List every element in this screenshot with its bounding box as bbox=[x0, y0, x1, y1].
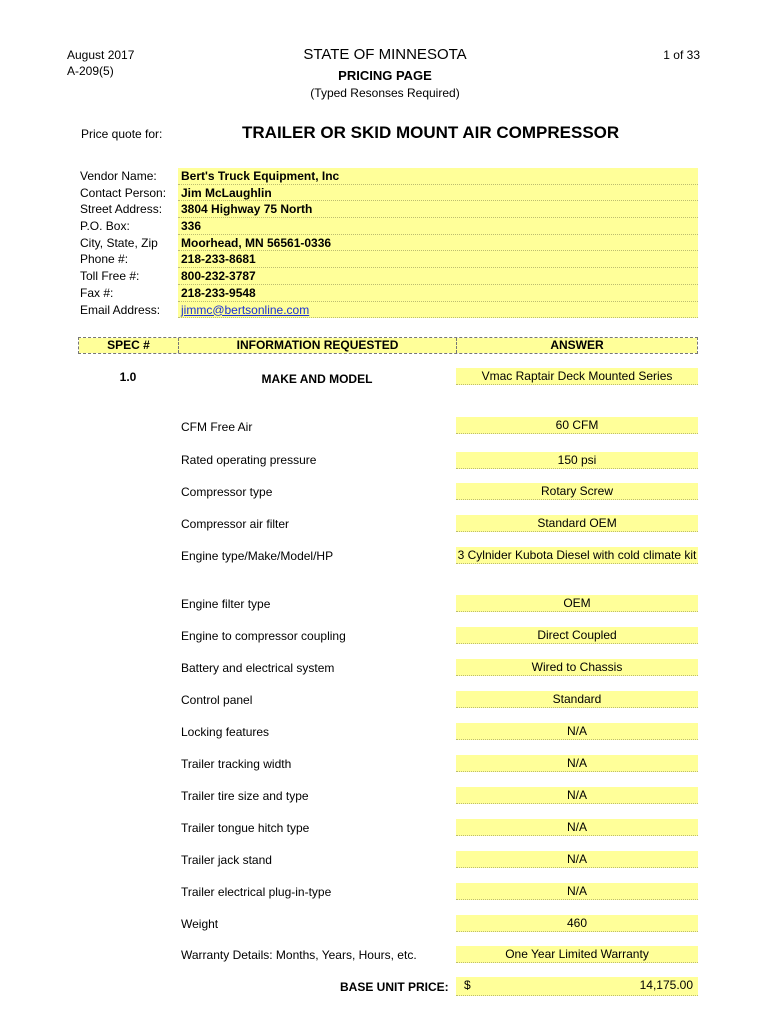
row-answer[interactable]: N/A bbox=[456, 819, 698, 836]
spec-column-header: SPEC # bbox=[79, 338, 179, 353]
vendor-name-label: Vendor Name: bbox=[80, 169, 157, 183]
row-label: Engine type/Make/Model/HP bbox=[181, 549, 334, 563]
row-label: Engine filter type bbox=[181, 597, 271, 611]
street-address-field[interactable]: 3804 Highway 75 North bbox=[178, 201, 698, 218]
row-answer[interactable]: 3 Cylnider Kubota Diesel with cold climate kit bbox=[457, 548, 697, 562]
row-answer[interactable]: Wired to Chassis bbox=[456, 659, 698, 676]
product-title: TRAILER OR SKID MOUNT AIR COMPRESSOR bbox=[242, 123, 620, 142]
phone-field[interactable]: 218-233-8681 bbox=[178, 251, 698, 268]
row-answer[interactable]: Standard OEM bbox=[456, 515, 698, 532]
street-address-label: Street Address: bbox=[80, 202, 163, 217]
spec-number: 1.0 bbox=[119, 370, 137, 384]
row-label: Trailer tongue hitch type bbox=[181, 821, 310, 835]
email-link[interactable]: jimmc@bertsonline.com bbox=[178, 302, 698, 319]
row-label: CFM Free Air bbox=[181, 420, 253, 434]
toll-free-field[interactable]: 800-232-3787 bbox=[178, 268, 698, 285]
row-label: Trailer jack stand bbox=[181, 853, 272, 867]
make-model-label: MAKE AND MODEL bbox=[261, 372, 373, 386]
row-answer[interactable]: One Year Limited Warranty bbox=[456, 946, 698, 963]
row-answer[interactable]: 150 psi bbox=[456, 452, 698, 469]
row-label: Compressor type bbox=[181, 485, 273, 499]
row-answer[interactable]: N/A bbox=[456, 723, 698, 740]
phone-label: Phone #: bbox=[80, 252, 129, 267]
city-state-zip-field[interactable]: Moorhead, MN 56561-0336 bbox=[178, 235, 698, 252]
column-header bbox=[78, 337, 698, 354]
row-answer[interactable]: N/A bbox=[456, 787, 698, 804]
row-label: Warranty Details: Months, Years, Hours, etc. bbox=[181, 948, 417, 962]
make-model-answer[interactable]: Vmac Raptair Deck Mounted Series bbox=[456, 368, 698, 385]
contact-person-label: Contact Person: bbox=[80, 185, 167, 200]
price-value: 14,175.00 bbox=[639, 978, 693, 992]
base-unit-price-label: BASE UNIT PRICE: bbox=[340, 980, 449, 994]
form-id: A-209(5) bbox=[67, 64, 114, 78]
row-label: Trailer electrical plug-in-type bbox=[181, 885, 332, 899]
price-quote-label: Price quote for: bbox=[81, 127, 163, 141]
row-label: Weight bbox=[181, 917, 219, 931]
page-count: 1 of 33 bbox=[663, 48, 700, 62]
row-label: Locking features bbox=[181, 725, 270, 739]
fax-label: Fax #: bbox=[80, 285, 114, 300]
form-date: August 2017 bbox=[67, 48, 135, 62]
vendor-name-field[interactable]: Bert's Truck Equipment, Inc bbox=[178, 168, 698, 185]
po-box-label: P.O. Box: bbox=[80, 219, 130, 234]
base-unit-price-field[interactable] bbox=[456, 977, 698, 996]
row-answer[interactable]: Direct Coupled bbox=[456, 627, 698, 644]
row-label: Trailer tire size and type bbox=[181, 789, 309, 803]
row-label: Rated operating pressure bbox=[181, 453, 317, 467]
city-state-zip-label: City, State, Zip bbox=[80, 235, 158, 250]
row-answer[interactable]: OEM bbox=[456, 595, 698, 612]
row-label: Battery and electrical system bbox=[181, 661, 335, 675]
vendor-labels bbox=[80, 168, 166, 318]
fax-field[interactable]: 218-233-9548 bbox=[178, 285, 698, 302]
row-label: Compressor air filter bbox=[181, 517, 290, 531]
info-column-header: INFORMATION REQUESTED bbox=[179, 338, 457, 353]
po-box-field[interactable]: 336 bbox=[178, 218, 698, 235]
state-title: STATE OF MINNESOTA bbox=[303, 46, 467, 63]
row-answer[interactable]: Rotary Screw bbox=[456, 483, 698, 500]
row-answer[interactable]: N/A bbox=[456, 883, 698, 900]
row-label: Control panel bbox=[181, 693, 253, 707]
row-answer[interactable]: N/A bbox=[456, 851, 698, 868]
pricing-page-title: PRICING PAGE bbox=[338, 68, 432, 83]
row-label: Engine to compressor coupling bbox=[181, 629, 346, 643]
currency-symbol: $ bbox=[464, 978, 471, 992]
vendor-values bbox=[178, 168, 698, 318]
row-answer[interactable]: 460 bbox=[456, 915, 698, 932]
toll-free-label: Toll Free #: bbox=[80, 269, 140, 284]
typed-note: (Typed Resonses Required) bbox=[310, 86, 460, 100]
row-answer[interactable]: Standard bbox=[456, 691, 698, 708]
contact-person-field[interactable]: Jim McLaughlin bbox=[178, 185, 698, 202]
answer-column-header: ANSWER bbox=[457, 338, 697, 353]
email-label: Email Address: bbox=[80, 302, 161, 317]
row-label: Trailer tracking width bbox=[181, 757, 292, 771]
row-answer[interactable]: N/A bbox=[456, 755, 698, 772]
row-answer[interactable]: 60 CFM bbox=[456, 417, 698, 434]
